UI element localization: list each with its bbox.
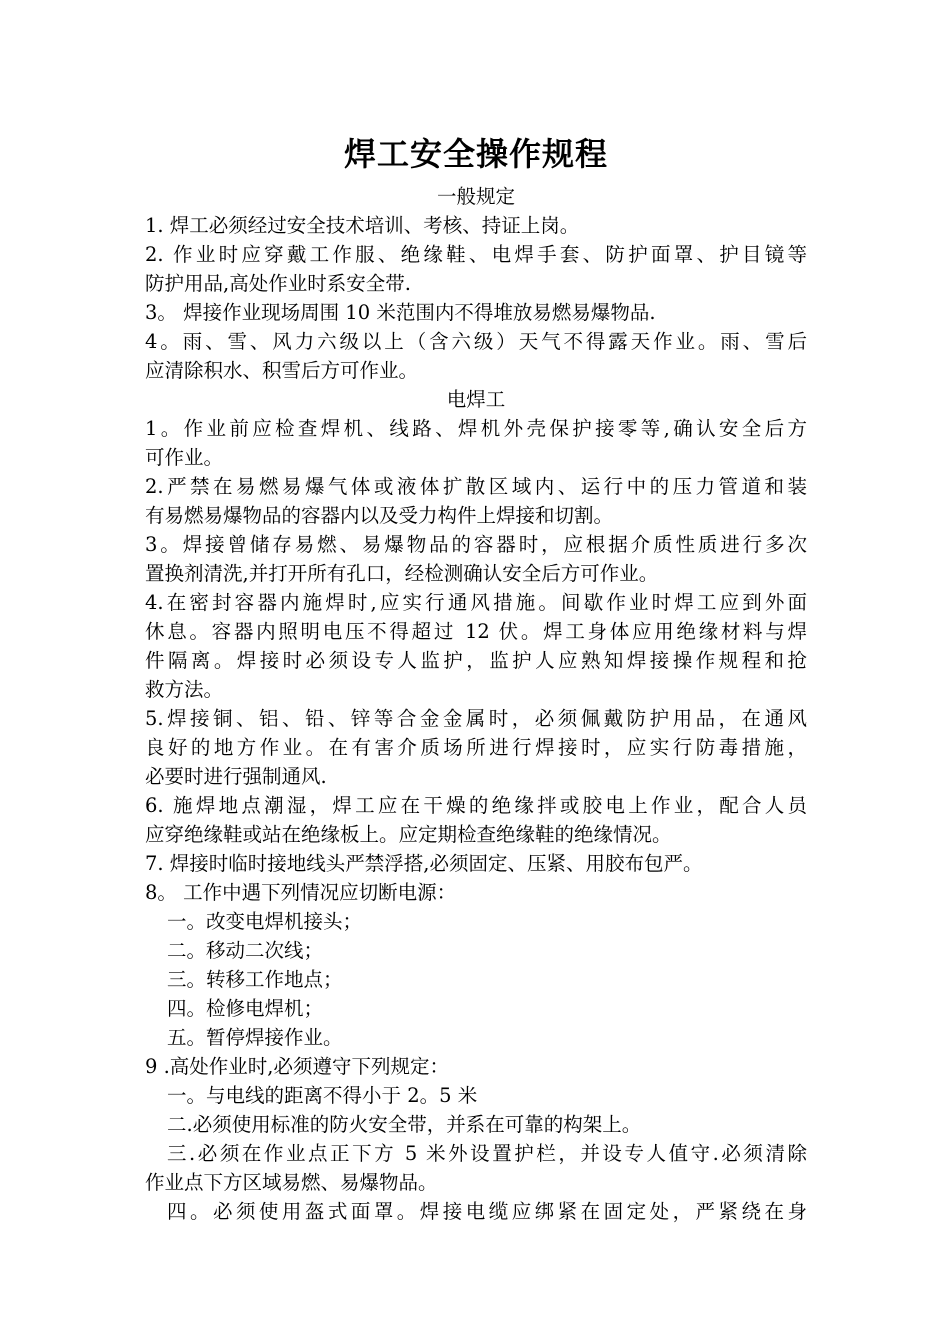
text-line: 二.必须使用标准的防火安全带，并系在可靠的构架上。 [167, 1113, 642, 1136]
text-line: 必要时进行强制通风. [145, 765, 327, 788]
text-line: 6. 施焊地点潮湿，焊工应在干燥的绝缘拌或胶电上作业，配合人员 [145, 794, 807, 817]
text-line: 应清除积水、积雪后方可作业。 [145, 359, 419, 382]
text-line: 三.必须在作业点正下方 5 米外设置护栏，并设专人值守.必须清除 [167, 1142, 807, 1165]
text-line: 可作业。 [145, 446, 224, 469]
text-line: 四。必须使用盔式面罩。焊接电缆应绑紧在固定处，严紧绕在身 [167, 1200, 807, 1223]
text-line: 应穿绝缘鞋或站在绝缘板上。应定期检查绝缘鞋的绝缘情况。 [145, 823, 672, 846]
text-line: 3。 焊接作业现场周围 10 米范围内不得堆放易燃易爆物品. [145, 301, 656, 324]
text-line: 4.在密封容器内施焊时,应实行通风措施。间歇作业时焊工应到外面 [145, 591, 807, 614]
text-line: 1. 焊工必须经过安全技术培训、考核、持证上岗。 [145, 214, 580, 237]
text-line: 4。雨、雪、风力六级以上（含六级）天气不得露天作业。雨、雪后 [145, 330, 807, 353]
text-line: 三。转移工作地点； [167, 968, 343, 991]
text-line: 件隔离。焊接时必须设专人监护，监护人应熟知焊接操作规程和抢 [145, 649, 807, 672]
document-body [145, 182, 807, 1226]
text-line: 作业点下方区域易燃、易爆物品。 [145, 1171, 438, 1194]
text-line: 3。焊接曾储存易燃、易爆物品的容器时，应根据介质性质进行多次 [145, 533, 807, 556]
text-line: 5.焊接铜、铝、铅、锌等合金金属时，必须佩戴防护用品，在通风 [145, 707, 807, 730]
text-line: 一。改变电焊机接头； [167, 910, 363, 933]
text-line: 1。作业前应检查焊机、线路、焊机外壳保护接零等,确认安全后方 [145, 417, 807, 440]
text-line: 7. 焊接时临时接地线头严禁浮搭,必须固定、压紧、用胶布包严。 [145, 852, 703, 875]
text-line: 有易燃易爆物品的容器内以及受力构件上焊接和切割。 [145, 504, 614, 527]
text-line: 一。与电线的距离不得小于 2。5 米 [167, 1084, 478, 1107]
text-line: 9 .高处作业时,必须遵守下列规定： [145, 1055, 450, 1078]
text-line: 四。检修电焊机； [167, 997, 324, 1020]
text-line: 休息。容器内照明电压不得超过 12 伏。焊工身体应用绝缘材料与焊 [145, 620, 807, 643]
text-line: 2.严禁在易燃易爆气体或液体扩散区域内、运行中的压力管道和装 [145, 475, 807, 498]
text-line: 8。 工作中遇下列情况应切断电源： [145, 881, 457, 904]
text-line: 2. 作业时应穿戴工作服、绝缘鞋、电焊手套、防护面罩、护目镜等 [145, 243, 807, 266]
text-line: 二。移动二次线； [167, 939, 324, 962]
section-heading: 电焊工 [446, 388, 506, 411]
text-line: 良好的地方作业。在有害介质场所进行焊接时，应实行防毒措施， [145, 736, 807, 759]
text-line: 置换剂清洗,并打开所有孔口，经检测确认安全后方可作业。 [145, 562, 659, 585]
document-title: 焊工安全操作规程 [343, 135, 608, 173]
text-line: 防护用品,高处作业时系安全带. [145, 272, 411, 295]
text-line: 救方法。 [145, 678, 224, 701]
text-line: 五。暂停焊接作业。 [167, 1026, 343, 1049]
section-heading: 一般规定 [436, 185, 515, 208]
